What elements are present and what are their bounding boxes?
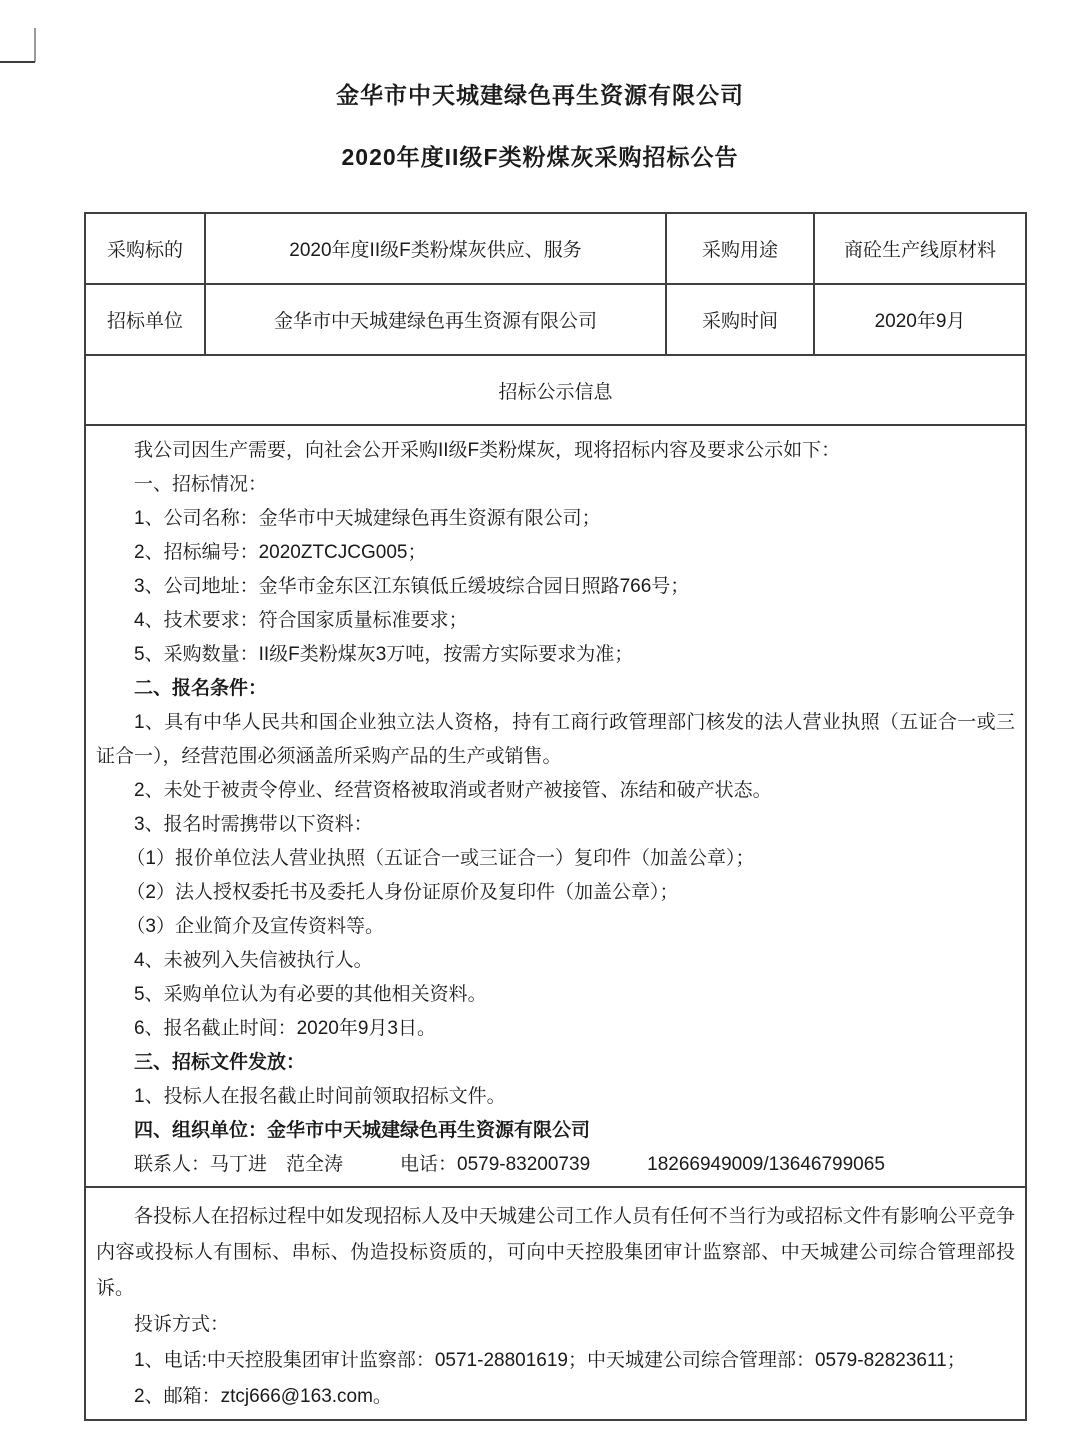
notice-line: 1、投标人在报名截止时间前领取招标文件。 [134, 1086, 506, 1107]
procurement-use-label: 采购用途 [666, 213, 814, 284]
complaint-line: 1、电话:中天控股集团审计监察部：0571-28801619；中天城建公司综合管理部：0579-82823611； [134, 1349, 966, 1371]
corner-mark-vertical [34, 28, 36, 62]
procurement-time-label: 采购时间 [666, 284, 814, 355]
notice-body-cell [85, 425, 1026, 1187]
table-row [85, 355, 1026, 425]
table-row [85, 425, 1026, 1187]
notice-line: 5、采购单位认为有必要的其他相关资料。 [134, 984, 487, 1005]
notice-line: 5、采购数量：II级F类粉煤灰3万吨，按需方实际要求为准； [134, 644, 634, 665]
notice-line: 4、技术要求：符合国家质量标准要求； [134, 610, 468, 631]
complaint-body-cell [85, 1187, 1026, 1420]
page-title: 金华市中天城建绿色再生资源有限公司 [336, 82, 744, 108]
notice-line-heading: 三、招标文件发放： [134, 1052, 306, 1073]
procurement-time-value: 2020年9月 [814, 284, 1026, 355]
tender-unit-value: 金华市中天城建绿色再生资源有限公司 [205, 284, 666, 355]
notice-line: 3、报名时需携带以下资料： [134, 814, 373, 835]
procurement-subject-value: 2020年度II级F类粉煤灰供应、服务 [205, 213, 666, 284]
complaint-line: 2、邮箱：ztcj666@163.com。 [134, 1385, 392, 1407]
notice-body [86, 426, 1025, 1186]
notice-line: 1、具有中华人民共和国企业独立法人资格，持有工商行政管理部门核发的法人营业执照（五证合一或三证合一），经营范围必须涵盖所采购产品的生产或销售。 [96, 712, 1015, 767]
notice-line: （2）法人授权委托书及委托人身份证原价及复印件（加盖公章）； [126, 882, 679, 903]
page-subtitle: 2020年度II级F类粉煤灰采购招标公告 [341, 144, 739, 170]
procurement-subject-label: 采购标的 [85, 213, 205, 284]
table-row [85, 213, 1026, 284]
notice-line: 一、招标情况： [134, 474, 268, 495]
tender-info-table [84, 212, 1027, 1421]
procurement-use-value: 商砼生产线原材料 [814, 213, 1026, 284]
complaint-line: 投诉方式： [134, 1313, 230, 1335]
table-row [85, 1187, 1026, 1420]
tender-unit-label: 招标单位 [85, 284, 205, 355]
notice-line: 4、未被列入失信被执行人。 [134, 950, 373, 971]
corner-mark-horizontal [0, 61, 35, 63]
section-header-banner: 招标公示信息 [85, 355, 1026, 425]
notice-line-heading: 四、组织单位：金华市中天城建绿色再生资源有限公司 [134, 1120, 591, 1141]
notice-line: 1、公司名称：金华市中天城建绿色再生资源有限公司； [134, 508, 601, 529]
notice-line: 6、报名截止时间：2020年9月3日。 [134, 1018, 436, 1039]
notice-line: （3）企业简介及宣传资料等。 [126, 916, 384, 937]
notice-contact-line: 联系人：马丁进 范全涛 电话：0579-83200739 18266949009/13646799065 [134, 1154, 885, 1175]
notice-line: 3、公司地址：金华市金东区江东镇低丘缓坡综合园日照路766号； [134, 576, 690, 597]
notice-line: 我公司因生产需要，向社会公开采购II级F类粉煤灰，现将招标内容及要求公示如下： [134, 440, 841, 461]
notice-line: 2、未处于被责令停业、经营资格被取消或者财产被接管、冻结和破产状态。 [134, 780, 772, 801]
notice-line-heading: 二、报名条件： [134, 678, 268, 699]
notice-line: （1）报价单位法人营业执照（五证合一或三证合一）复印件（加盖公章）； [126, 848, 755, 869]
table-row [85, 284, 1026, 355]
complaint-body [86, 1189, 1025, 1419]
complaint-line: 各投标人在招标过程中如发现招标人及中天城建公司工作人员有任何不当行为或招标文件有影响公平竞争内容或投标人有围标、串标、伪造投标资质的，可向中天控股集团审计监察部、中天城建公司综合管理部投诉。 [96, 1205, 1015, 1299]
notice-line: 2、招标编号：2020ZTCJCG005； [134, 542, 427, 563]
